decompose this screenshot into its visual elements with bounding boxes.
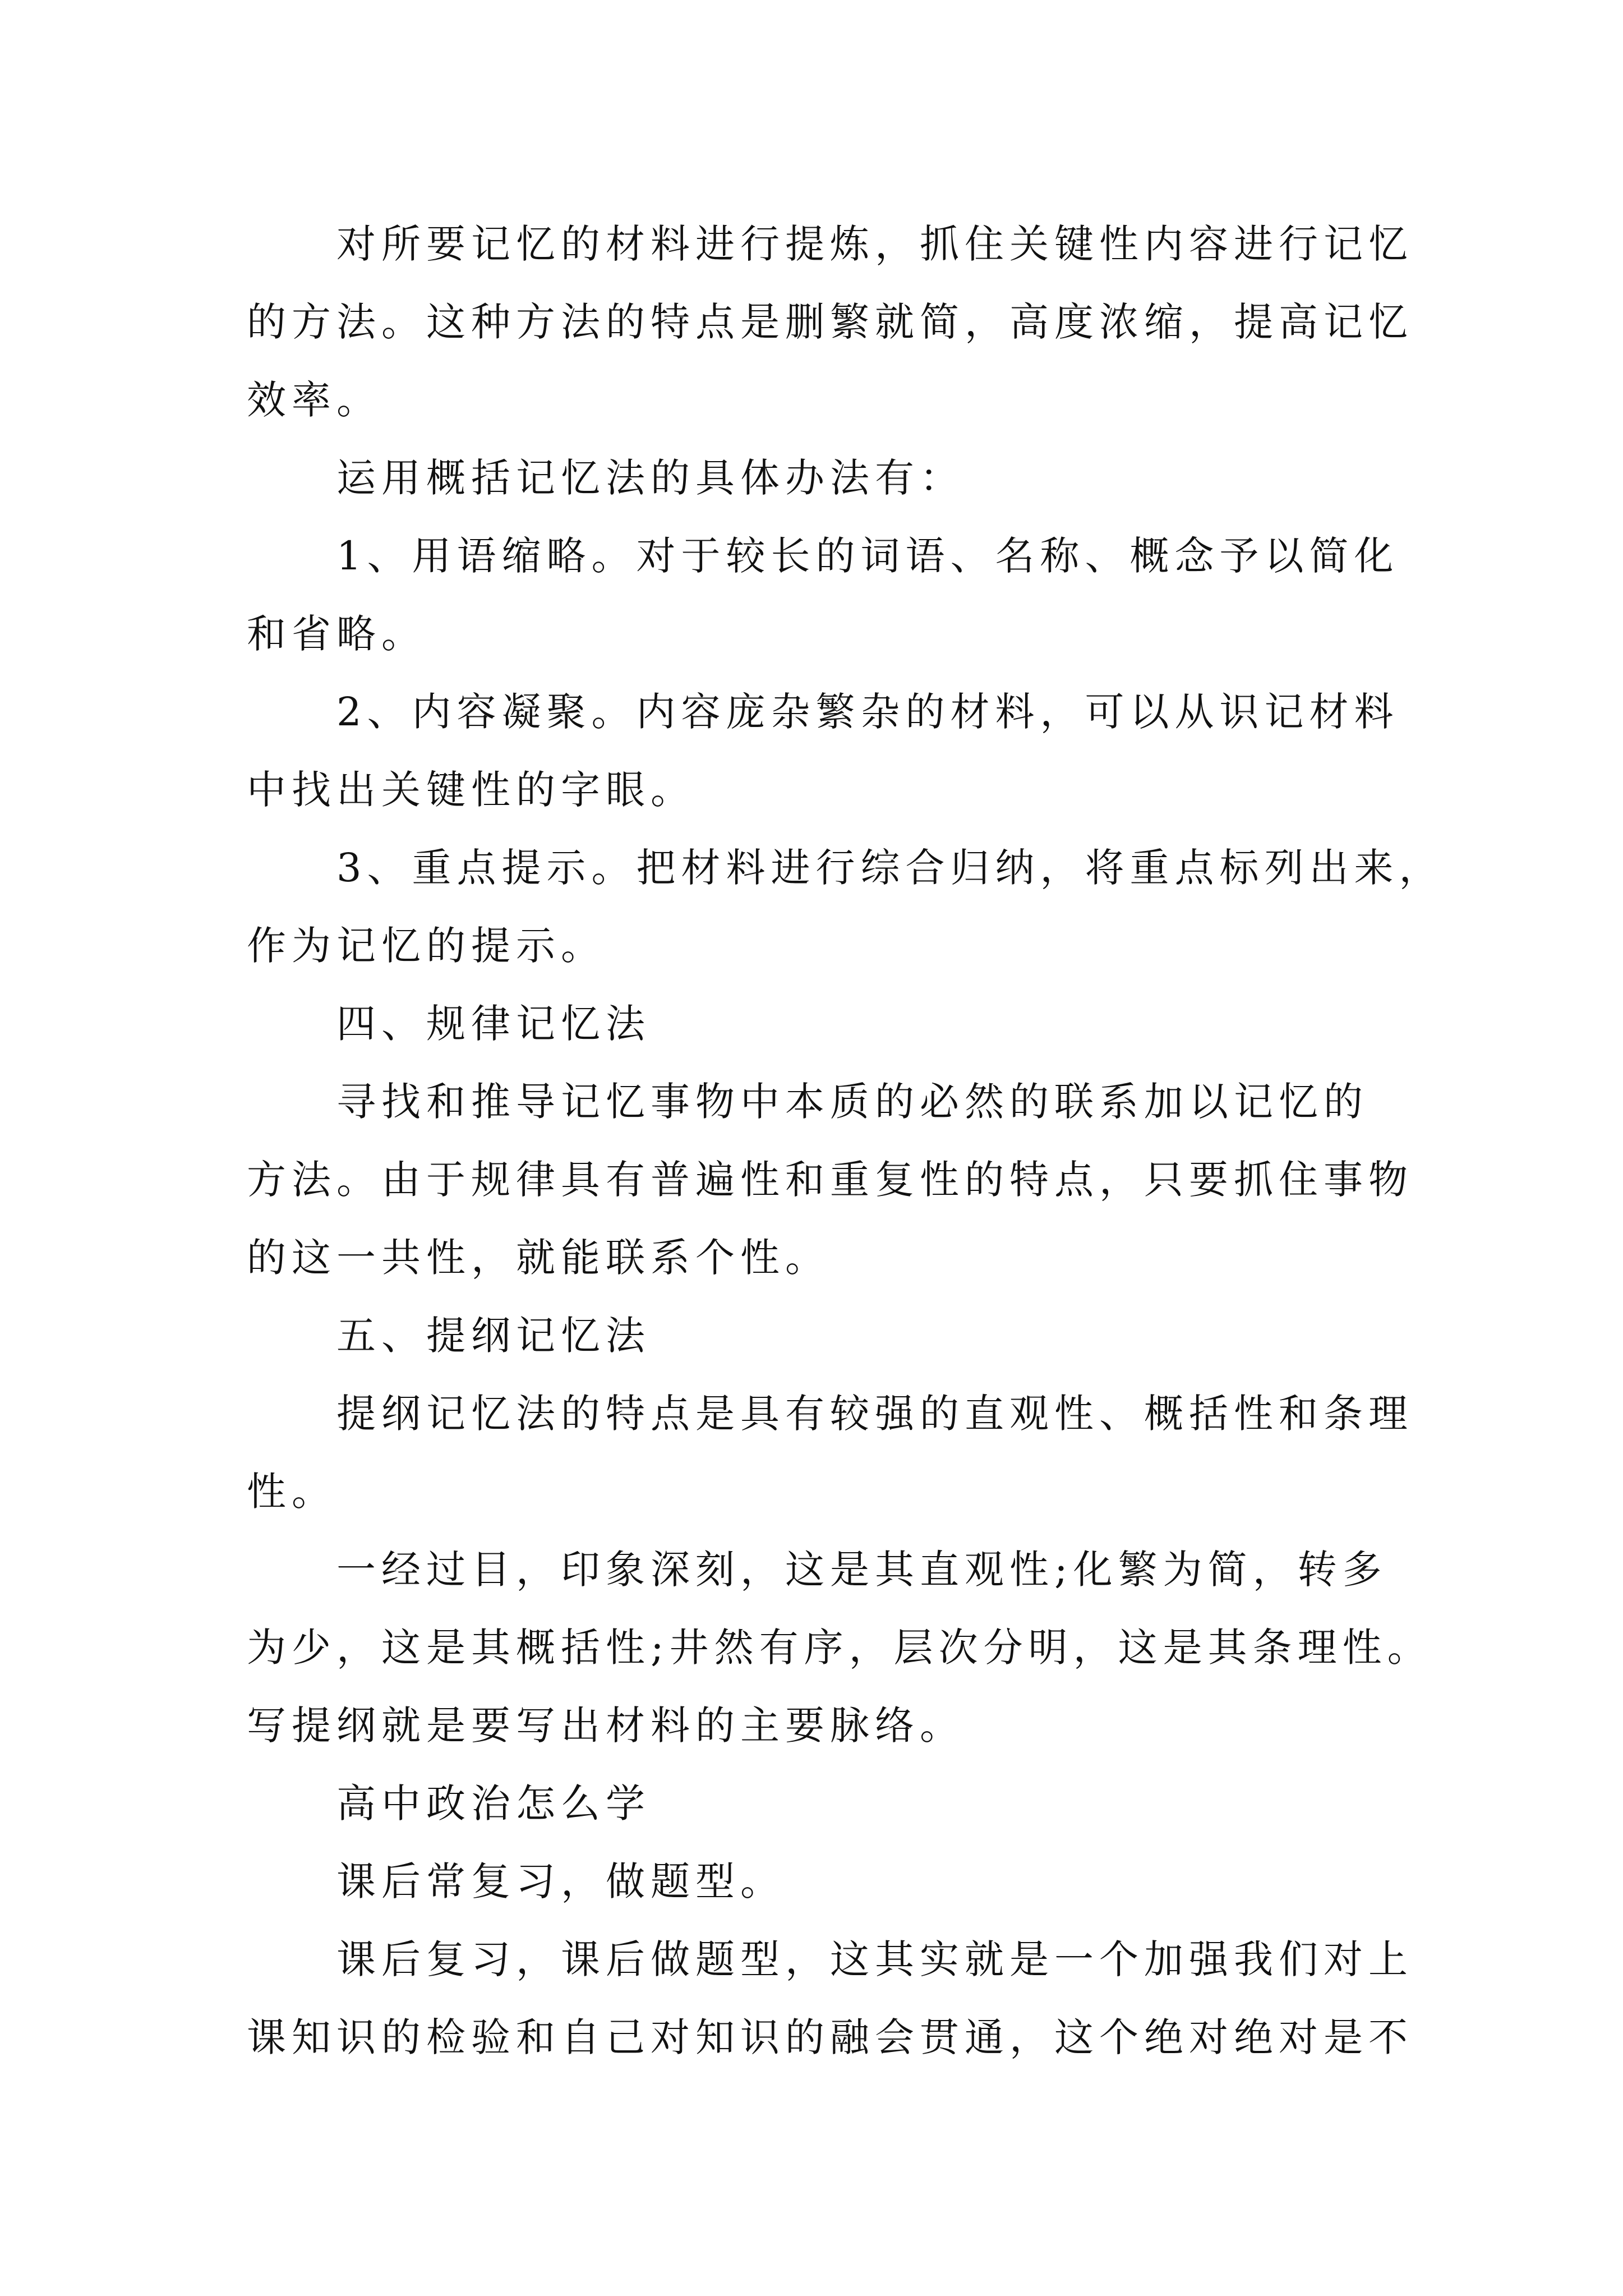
text-line: 运用概括记忆法的具体办法有： (336, 455, 965, 501)
text-line: 和省略。 (247, 611, 426, 657)
text-line: 寻找和推导记忆事物中本质的必然的联系加以记忆的 (336, 1079, 1368, 1125)
text-line: 一经过目，印象深刻，这是其直观性;化繁为简，转多 (336, 1547, 1387, 1593)
text-line: 的方法。这种方法的特点是删繁就简，高度浓缩，提高记忆 (247, 299, 1413, 345)
text-line: 为少，这是其概括性;井然有序，层次分明，这是其条理性。 (247, 1625, 1432, 1671)
text-line: 作为记忆的提示。 (247, 923, 606, 969)
text-line: 课后常复习，做题型。 (336, 1858, 785, 1904)
text-line: 3、重点提示。把材料进行综合归纳，将重点标列出来， (336, 845, 1444, 891)
section-heading: 四、规律记忆法 (336, 1001, 651, 1047)
text-line: 2、内容凝聚。内容庞杂繁杂的材料，可以从识记材料 (336, 689, 1399, 735)
text-line: 的这一共性，就能联系个性。 (247, 1235, 830, 1281)
text-line: 中找出关键性的字眼。 (247, 767, 695, 813)
text-line: 课知识的检验和自己对知识的融会贯通，这个绝对绝对是不 (247, 2014, 1413, 2060)
text-line: 写提纲就是要写出材料的主要脉络。 (247, 1703, 965, 1749)
text-line: 1、用语缩略。对于较长的词语、名称、概念予以简化 (336, 533, 1399, 579)
text-line: 课后复习，课后做题型，这其实就是一个加强我们对上 (336, 1936, 1413, 1982)
section-heading: 高中政治怎么学 (336, 1780, 651, 1826)
text-line: 提纲记忆法的特点是具有较强的直观性、概括性和条理 (336, 1391, 1413, 1437)
section-heading: 五、提纲记忆法 (336, 1313, 651, 1359)
text-line: 性。 (247, 1469, 336, 1515)
text-line: 效率。 (247, 377, 381, 423)
text-line: 对所要记忆的材料进行提炼，抓住关键性内容进行记忆 (336, 221, 1413, 267)
text-line: 方法。由于规律具有普遍性和重复性的特点，只要抓住事物 (247, 1157, 1413, 1203)
